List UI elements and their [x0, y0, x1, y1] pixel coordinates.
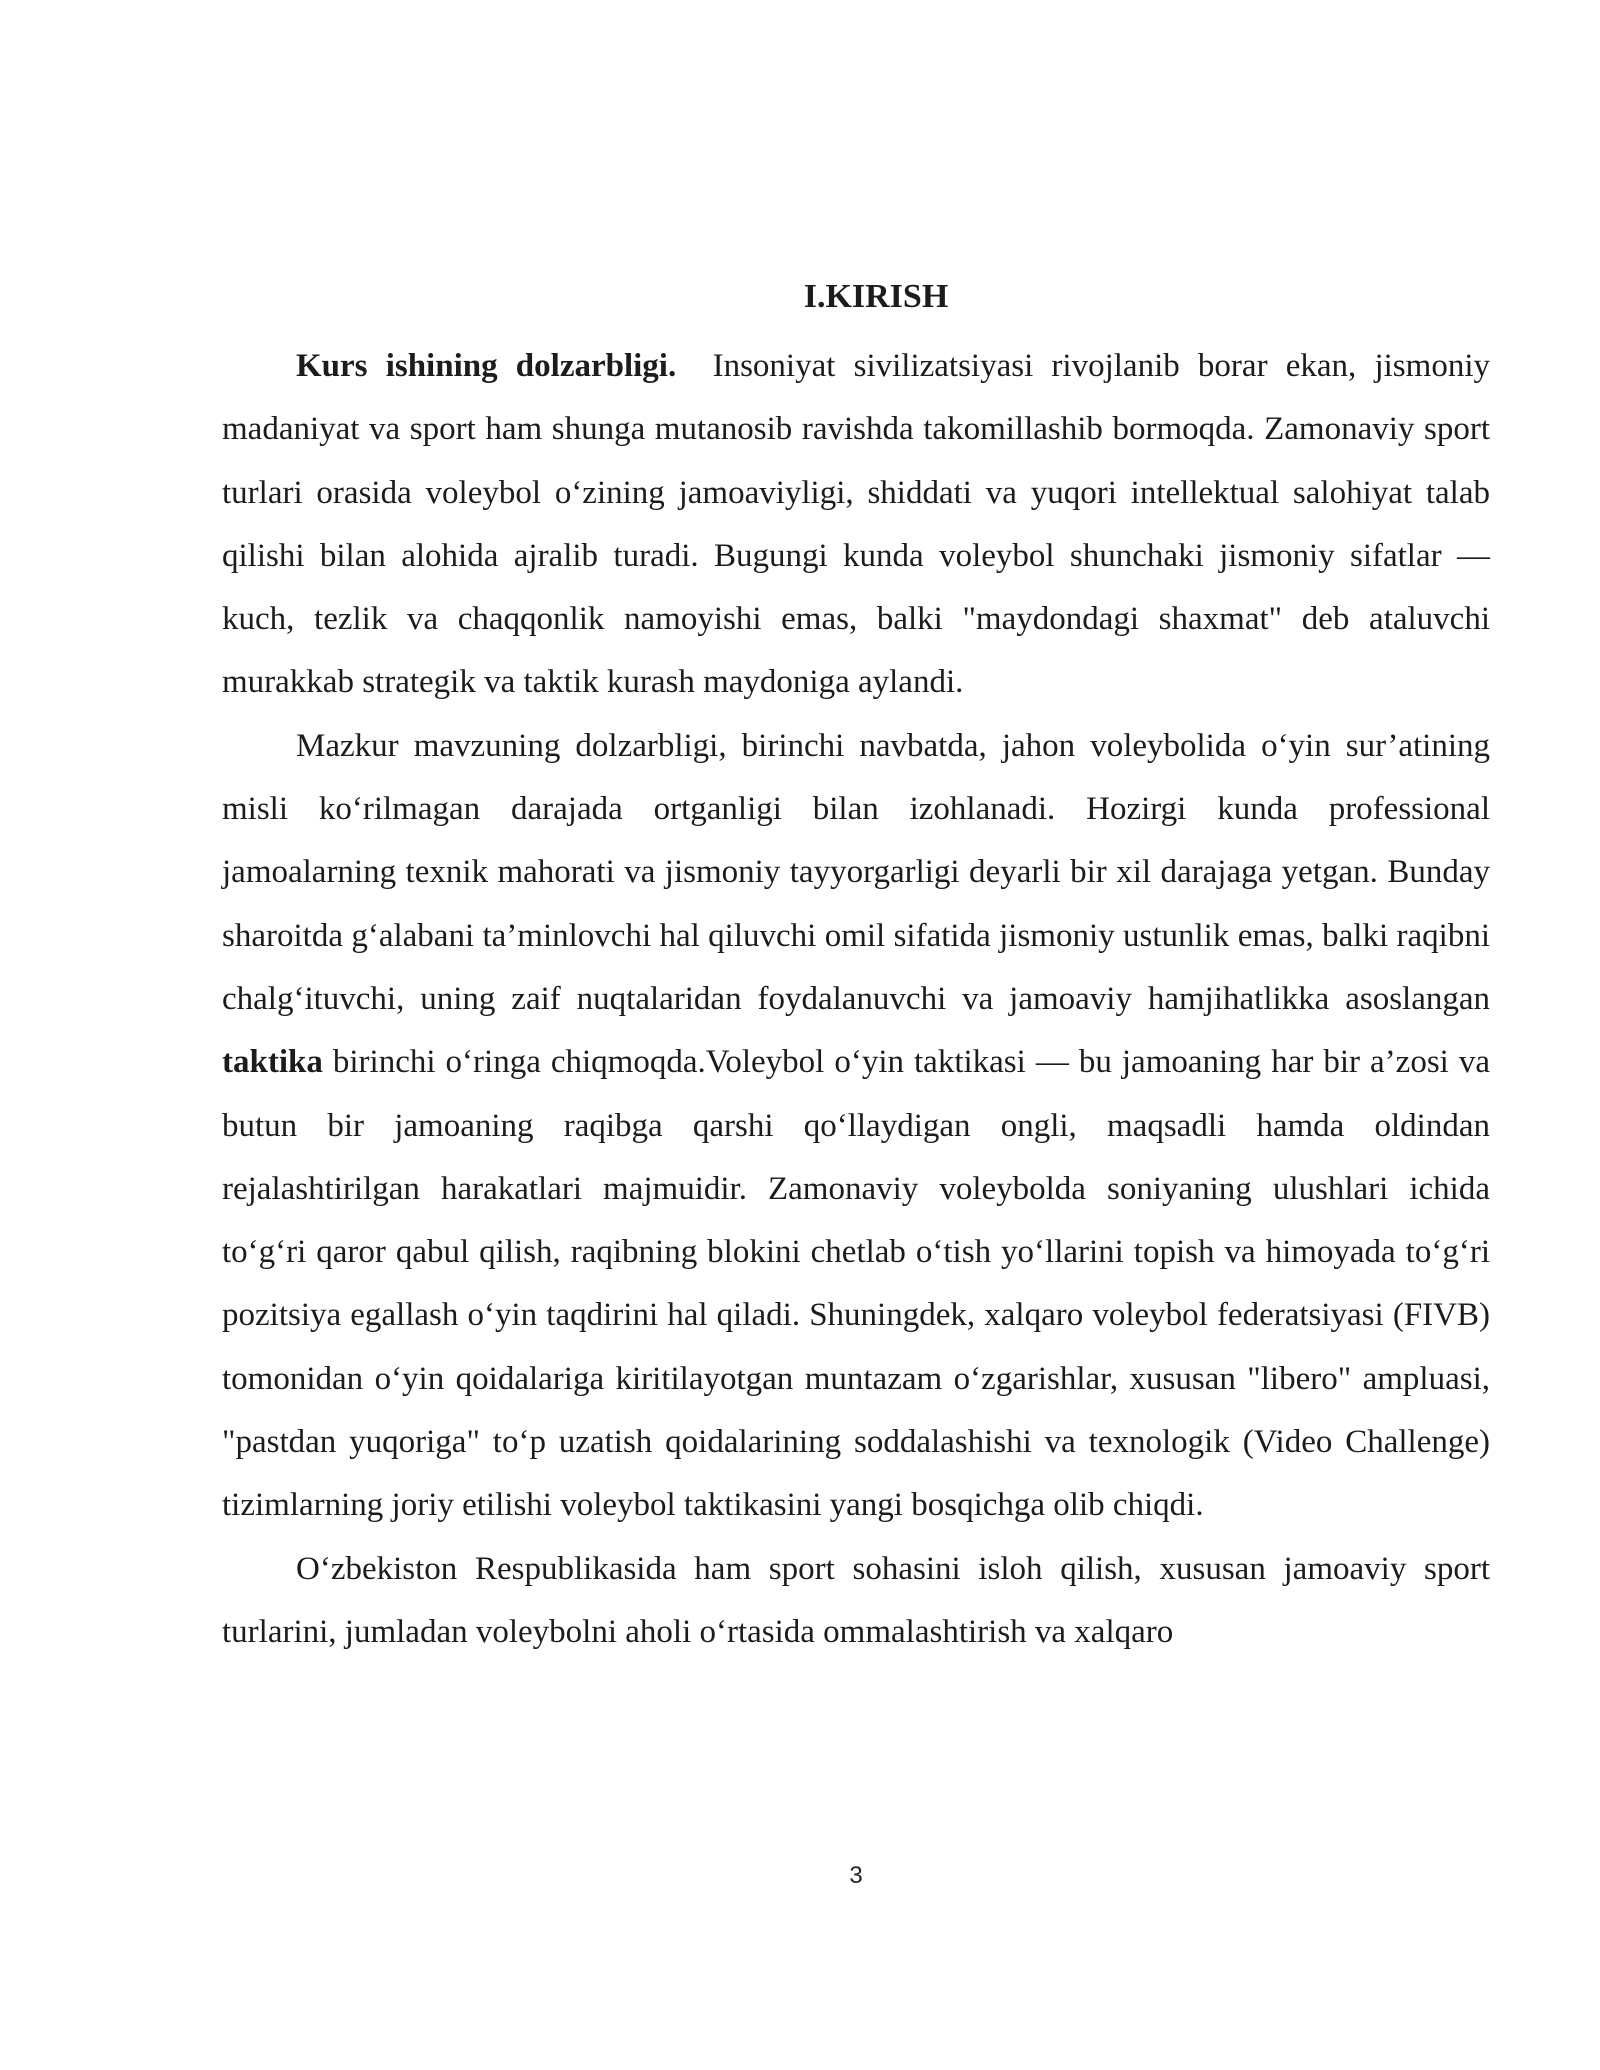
paragraph-uzbekistan — [222, 1538, 1490, 1665]
paragraph-text: Insoniyat sivilizatsiyasi rivojlanib borar ekan, jismoniy madaniyat va sport ham shunga mutanosib ravishda takomillashib bormoqda. Zamonaviy sport turlari orasida voleybol o‘zining jamoaviyligi, shiddati va yuqori intellektual salohiyat talab qilishi bilan alohida ajralib turadi. Bugungi kunda voleybol shunchaki jismoniy sifatlar — kuch, tezlik va chaqqonlik namoyishi emas, balki "maydondagi shaxmat" deb ataluvchi murakkab strategik va taktik kurash maydoniga aylandi. — [222, 348, 1490, 701]
paragraph-text-after: birinchi o‘ringa chiqmoqda.Voleybol o‘yin taktikasi — bu jamoaning har bir a’zosi va butun bir jamoaning raqibga qarshi qo‘llaydigan ongli, maqsadli hamda oldindan rejalashtirilgan harakatlari majmuidir. Zamonaviy voleybolda soniyaning ulushlari ichida to‘g‘ri qaror qabul qilish, raqibning blokini chetlab o‘tish yo‘llarini topish va himoyada to‘g‘ri pozitsiya egallash o‘yin taqdirini hal qiladi. Shuningdek, xalqaro voleybol federatsiyasi (FIVB) tomonidan o‘yin qoidalariga kiritilayotgan muntazam o‘zgarishlar, xususan "libero" ampluasi, "pastdan yuqoriga" to‘p uzatish qoidalarining soddalashishi va texnologik (Video Challenge) tizimlarning joriy etilishi voleybol taktikasini yangi bosqichga olib chiqdi. — [222, 1044, 1490, 1524]
paragraph-text-before: Mazkur mavzuning dolzarbligi, birinchi navbatda, jahon voleybolida o‘yin sur’atining misli ko‘rilmagan darajada ortganligi bilan izohlanadi. Hozirgi kunda professional jamoalarning texnik mahorati va jismoniy tayyorgarligi deyarli bir xil darajaga yetgan. Bunday sharoitda g‘alabani ta’minlovchi hal qiluvchi omil sifatida jismoniy ustunlik emas, balki raqibni chalg‘ituvchi, uning zaif nuqtalaridan foydalanuvchi va jamoaviy hamjihatlikka asoslangan — [222, 727, 1490, 1017]
section-title: I.KIRISH — [803, 278, 949, 315]
bold-term: taktika — [222, 1044, 323, 1081]
page-number: 3 — [849, 1862, 863, 1889]
paragraph-text: O‘zbekiston Respublikasida ham sport sohasini isloh qilish, xususan jamoaviy sport turlarini, jumladan voleybolni aholi o‘rtasida ommalashtirish va xalqaro — [222, 1550, 1490, 1650]
paragraph-lead-heading: Kurs ishining dolzarbligi. — [296, 348, 677, 384]
page-body — [222, 272, 1490, 1664]
paragraph-topic-relevance — [222, 715, 1490, 1538]
paragraph-relevance — [222, 335, 1490, 715]
